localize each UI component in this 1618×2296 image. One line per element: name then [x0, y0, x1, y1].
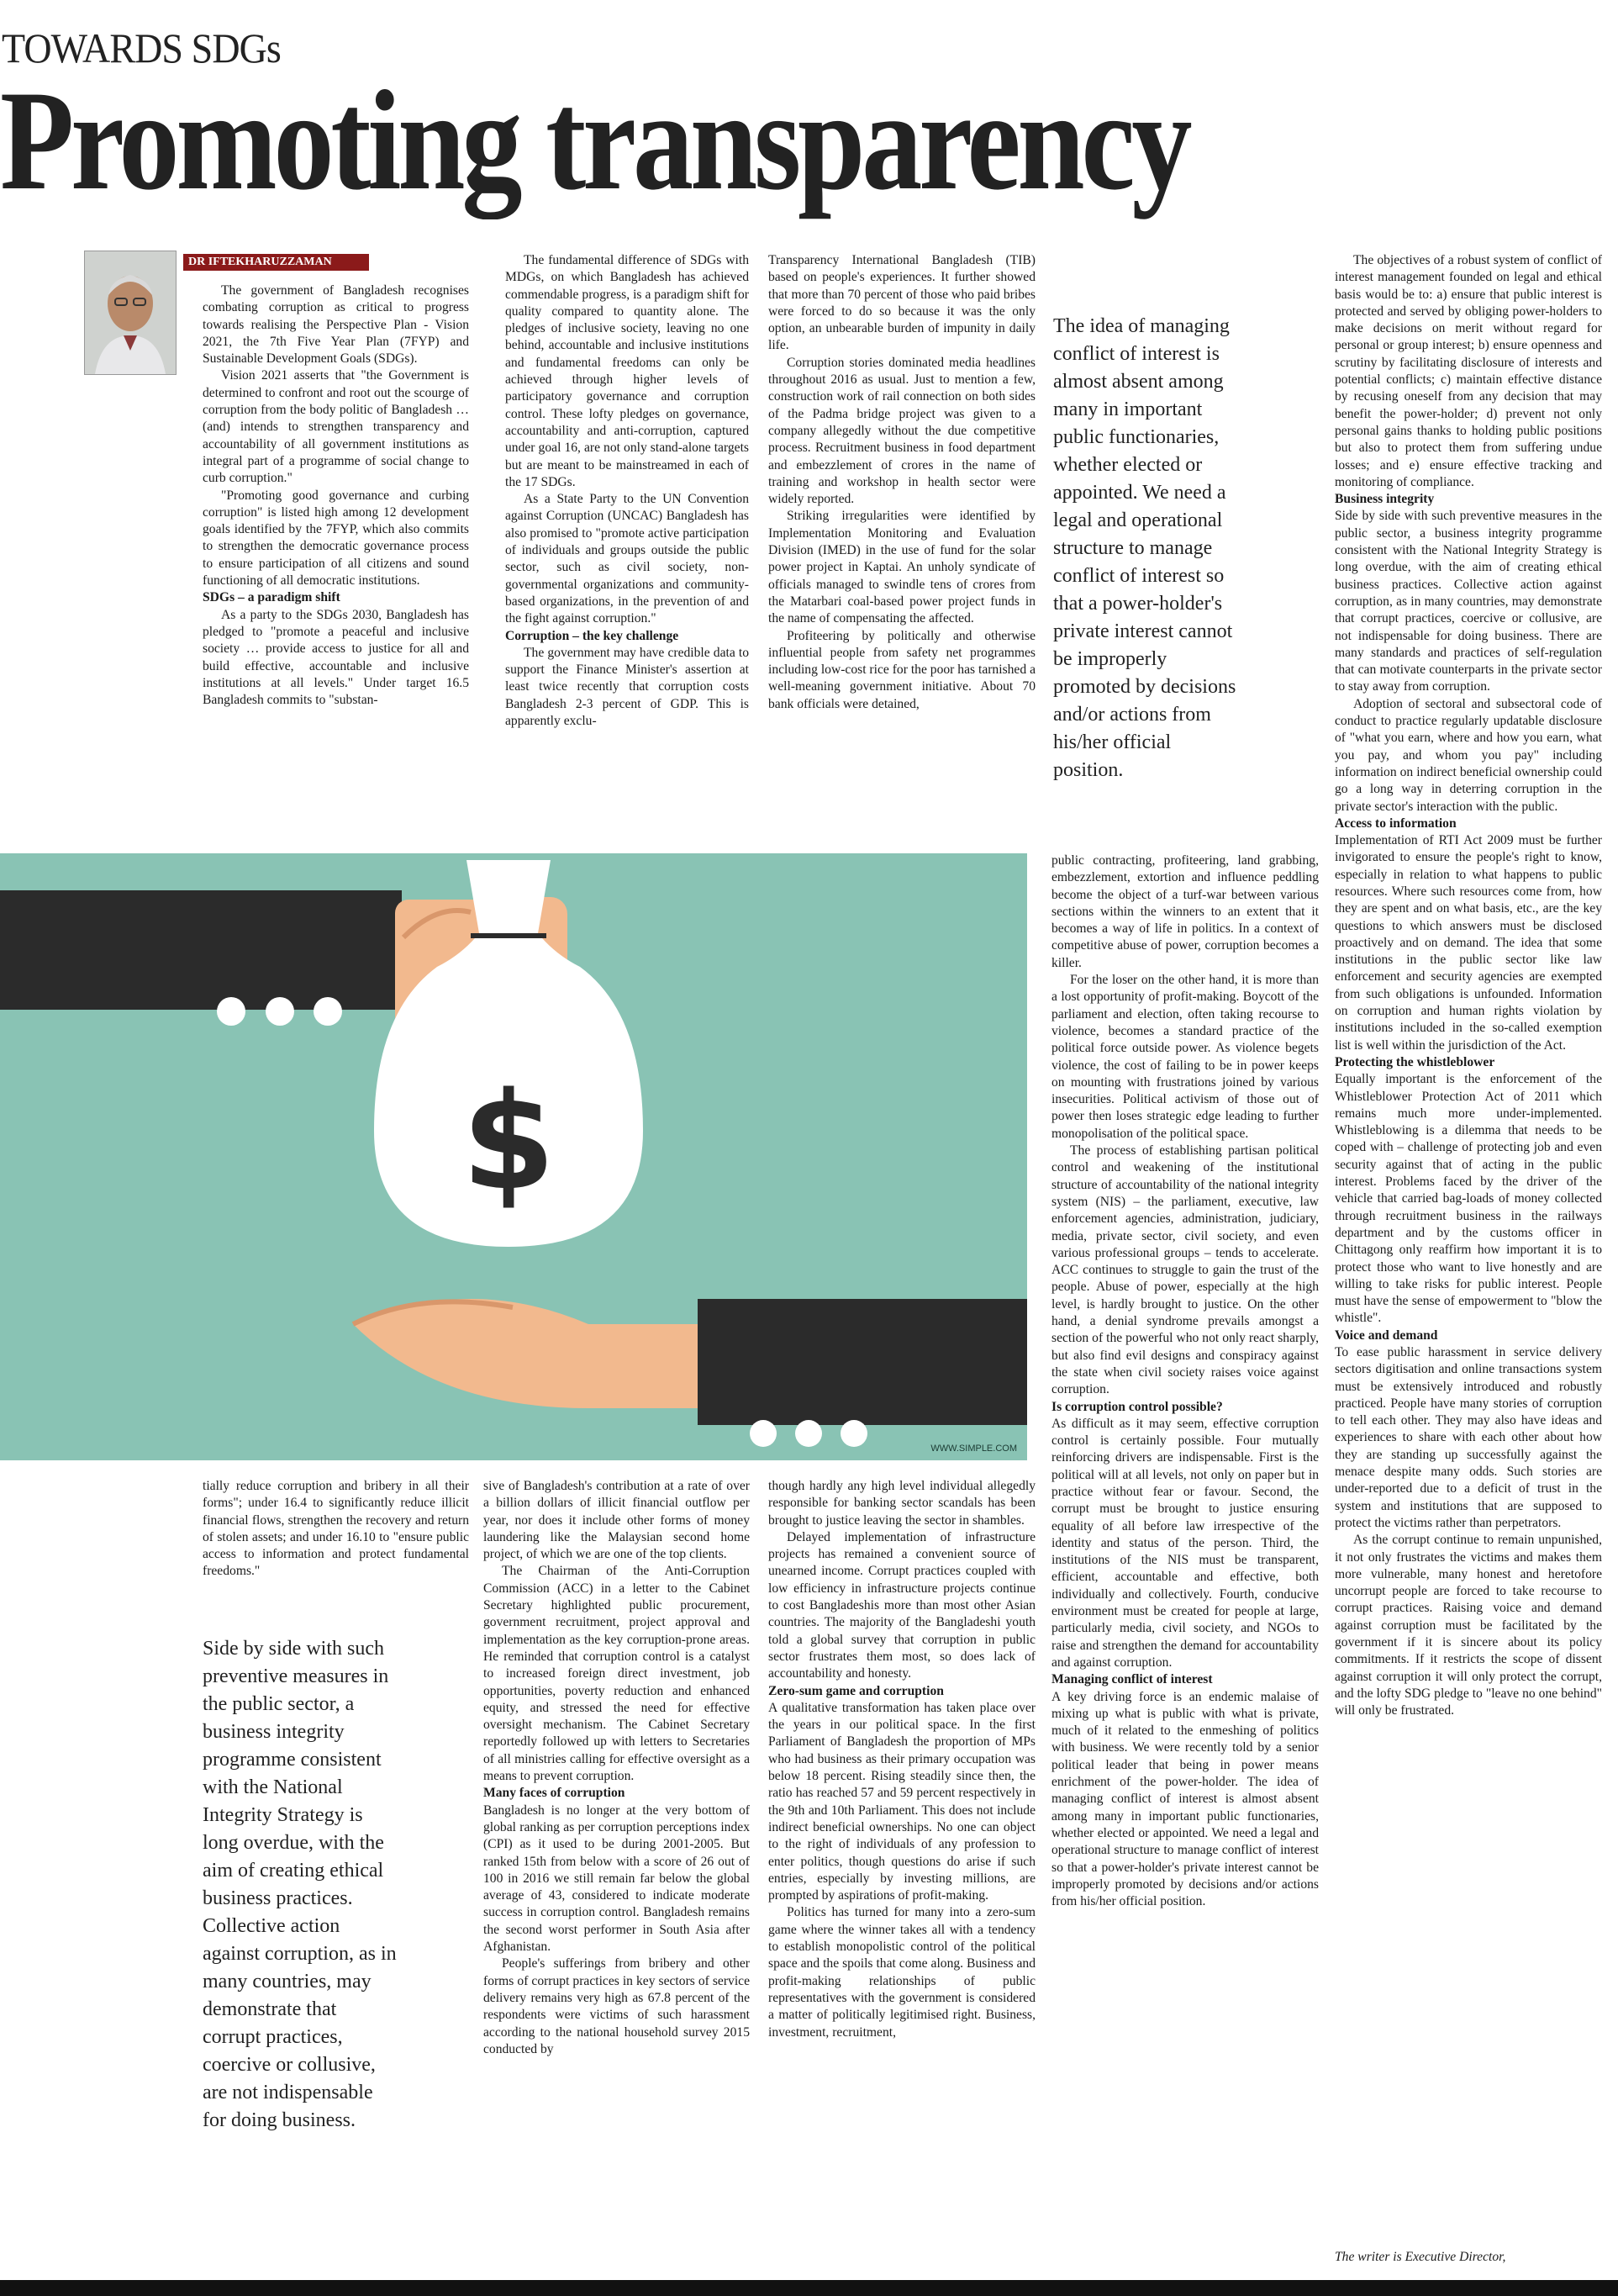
- paragraph: As difficult as it may seem, effective corruption control is certainly possible. Four mutually reinforcing drivers are indispensable. First is the political will at all levels, not only on paper but in practice without fear or favour. Second, the corrupt must be brought to justice ensuring equality of all before law irrespective of the identity and status of the person. Third, the institutions of the NIS must be transparent, efficient, accountable and effective, both individually and collectively. Fourth, conducive environment must be created for people at large, particularly media, civil society, and NGOs to raise and strengthen the demand for accountability and against corruption.: [1051, 1416, 1319, 1670]
- subheading: Is corruption control possible?: [1051, 1399, 1223, 1414]
- paragraph: Bangladesh is no longer at the very bottom of global ranking as per corruption perceptions index (CPI) as it used to be during 2001-2005. But ranked 15th from below with a score of 26 out of 100 in 2016 we still remain far below the global average of 43, considered to indicate moderate success in corruption control. Bangladesh remains the second worst performer in South Asia after Afghanistan.: [483, 1802, 750, 1955]
- column-4: [1051, 852, 1319, 1910]
- paragraph: Corruption stories dominated media headlines throughout 2016 as usual. Just to mention a few, construction work of rail connection on both sides of the Padma bridge project was given to a company allegedly without the due competitive process. Recruitment business in food department and embezzlement of crores in the name of training and workshop in health sector were widely reported.: [768, 355, 1036, 507]
- paragraph: A qualitative transformation has taken place over the years in our political space. In the first Parliament of Bangladesh the proportion of MPs who had business as their primary occupation was below 18 percent. Rising steadily since then, the ratio has reached 57 and 59 percent respectively in the 9th and 10th Parliament. This does not include indirect beneficial ownerships. No one can object to the right of individuals of any profession to enter politics, though questions do arise if such entries, especially by investing millions, are prompted by aspirations of profit-making.: [768, 1700, 1036, 1903]
- writer-note: The writer is Executive Director,: [1335, 2250, 1506, 2264]
- paragraph: "Promoting good governance and curbing corruption" is listed high among 12 development goals identified by the 7FYP, which also commits to strengthen the democratic governance process to ensure participation of all citizens and sound functioning of all democratic institutions.: [203, 488, 469, 589]
- paragraph: The government may have credible data to support the Finance Minister's assertion at least twice recently that corruption costs Bangladesh 2-3 percent of GDP. This is apparently exclu-: [505, 645, 749, 729]
- paragraph: To ease public harassment in service delivery sectors digitisation and online transactions system must be extensively introduced and robustly practiced. People have many stories of corruption to tell each other. They may also have ideas and experiences to share with each other about how they are standing up successfully against the menace despite many odds. Such stories are under-reported due to a deficit of trust in the system and institutions that are supposed to protect the victims rather than perpetrators.: [1335, 1345, 1602, 1530]
- paragraph: public contracting, profiteering, land grabbing, embezzlement, extortion and influence peddling become the object of a turf-war between various sections within the winners to an extent that it becomes a way of life in politics. In a context of competitive abuse of power, corruption becomes a killer.: [1051, 853, 1319, 970]
- column-1-top: [203, 282, 469, 709]
- paragraph: Striking irregularities were identified by Implementation Monitoring and Evaluation Division (IMED) in the use of fund for the solar power project in Kaptai. An unholy syndicate of officials managed to swindle tens of crores from the Matarbari coal-based power project funds in the name of compensating the affected.: [768, 509, 1036, 626]
- subheading: Access to information: [1335, 815, 1457, 831]
- paragraph: A key driving force is an endemic malaise of mixing up what is public with what is private, much of it related to the enmeshing of politics with business. We were recently told by a senior political leader that being in power means enrichment of the power-holder. The idea of managing conflict of interest is almost absent among many in important public functionaries, whether elected or appointed. We need a legal and operational structure to manage conflict of interest so that a power-holder's private interest cannot be improperly promoted by decisions and/or actions from his/her official position.: [1051, 1689, 1319, 1909]
- subheading: Many faces of corruption: [483, 1786, 625, 1801]
- paragraph: tially reduce corruption and bribery in all their forms"; under 16.4 to significantly reduce illicit financial flows, strengthen the recovery and return of stolen assets; and under 16.10 to "ensure public access to information and protect fundamental freedoms.": [203, 1479, 469, 1579]
- image-credit: WWW.SIMPLE.COM: [930, 1444, 1017, 1454]
- paragraph: The fundamental difference of SDGs with MDGs, on which Bangladesh has achieved commendable progress, is a paradigm shift for quality compared to quantity alone. The pledges of inclusive society, leaving no one behind, accountable and inclusive institutions and fundamental freedoms can only be achieved through higher levels of participatory governance and corruption control. These lofty pledges on governance, accountability and anti-corruption, captured under goal 16, are not only stand-alone targets but are meant to be mainstreamed in each of the 17 SDGs.: [505, 253, 749, 489]
- subheading: Protecting the whistleblower: [1335, 1054, 1495, 1069]
- column-3-top: [768, 252, 1036, 713]
- author-photo: [84, 251, 177, 375]
- paragraph: For the loser on the other hand, it is more than a lost opportunity of profit-making. Boycott of the parliament and election, often taking recourse to violence, becomes a standard practice of the political force outside power. As violence begets violence, the cost of failing to be in power keeps on mounting with frustrations joined by various insecurities. Political activism of those out of power then loses strategic edge leading to further monopolisation of the political space.: [1051, 973, 1319, 1141]
- column-2-bottom: [483, 1478, 750, 2058]
- paragraph: People's sufferings from bribery and other forms of corrupt practices in key sectors of service delivery remains very high as 67.8 percent of the respondents were victims of such harassment according to the national household survey 2015 conducted by: [483, 1956, 750, 2056]
- paragraph: Adoption of sectoral and subsectoral code of conduct to practice regularly updatable disclosure of "what you earn, where and how you earn, what you pay, and whom you pay" including information on indirect beneficial ownership could go a long way in deterring corruption in the private sector's interaction with the public.: [1335, 696, 1602, 814]
- column-3-bottom: [768, 1478, 1036, 2041]
- subheading: Zero-sum game and corruption: [768, 1683, 944, 1698]
- headline: Promoting transparency: [0, 61, 1189, 219]
- paragraph: As the corrupt continue to remain unpunished, it not only frustrates the victims and makes them more vulnerable, many honest and heretofore uncorrupt people are forced to take recourse to corrupt practices. Raising voice and demand against corruption must be facilitated by the government if it is sincere about its policy commitments. If it restricts the scope of dissent against corruption it will only protect the corrupt, and the lofty SDG pledge to "leave no one behind" will only be frustrated.: [1335, 1533, 1602, 1718]
- subheading: Business integrity: [1335, 492, 1435, 507]
- paragraph: Side by side with such preventive measures in the public sector, a business integrity programme consistent with the National Integrity Strategy is long overdue, with the aim of creating ethical business practices. Collective action against corruption, as in many countries, may demonstrate that corrupt practices, coercive or collusive, are not indispensable for doing business. There are many standards and practices of self-regulation that can motivate counterparts in the private sector to stay away from corruption.: [1335, 509, 1602, 694]
- paragraph: Profiteering by politically and otherwise influential people from safety net programmes including low-cost rice for the poor has tarnished a well-meaning government initiative. About 70 bank officials were detained,: [768, 628, 1036, 711]
- pull-quote-bottom: Side by side with such preventive measures in the public sector, a business integrity programme consistent with the National Integrity Strategy is long overdue, with the aim of creating ethical business practices. Collective action against corruption, as in many countries, may demonstrate that corrupt practices, coercive or collusive, are not indispensable for doing business.: [203, 1638, 397, 2131]
- dollar-sign: $: [461, 1063, 556, 1220]
- paragraph: though hardly any high level individual allegedly responsible for banking sector scandals has been brought to justice leaving the sector in shambles.: [768, 1479, 1036, 1528]
- column-5: [1335, 252, 1602, 1720]
- paragraph: Politics has turned for many into a zero-sum game where the winner takes all with a tendency to establish monopolistic control of the political space and the spoils that come along. Business and profit-making relationships of public representatives with the government is considered a matter of politically legitimised right. Business, investment, recruitment,: [768, 1905, 1036, 2040]
- page-footer-bar: [0, 2280, 1618, 2296]
- paragraph: The government of Bangladesh recognises combating corruption as critical to progress towards realising the Perspective Plan - Vision 2021, the 7th Five Year Plan (7FYP) and Sustainable Development Goals (SDGs).: [203, 283, 469, 367]
- paragraph: As a party to the SDGs 2030, Bangladesh has pledged to "promote a peaceful and inclusive society … provide access to justice for all and build effective, accountable and inclusive institutions at all levels." Under target 16.5 Bangladesh commits to "substan-: [203, 607, 469, 708]
- section-kicker: TOWARDS SDGs: [2, 24, 281, 71]
- subheading: Corruption – the key challenge: [505, 628, 679, 643]
- subheading: Managing conflict of interest: [1051, 1672, 1213, 1687]
- subheading: Voice and demand: [1335, 1327, 1438, 1343]
- paragraph: Vision 2021 asserts that "the Government is determined to confront and root out the scourge of corruption from the body politic of Bangladesh … (and) intends to strengthen transparency and accountability of all government institutions as integral part of a programme of social change to curb corruption.": [203, 368, 469, 486]
- paragraph: Implementation of RTI Act 2009 must be further invigorated to ensure the people's right to know, especially in relation to what happens to public resources. Where such resources come from, how they are spent and on what basis, etc., are the key questions to which answers must be disclosed proactively and on demand. The idea that some institutions in the public sector like law enforcement and security agencies are exempted from such obligations is unfounded. Information on corruption and human rights violation by institutions included in the so-called exemption list is well within the jurisdiction of the Act.: [1335, 833, 1602, 1053]
- illustration: [0, 853, 1027, 1460]
- paragraph: The Chairman of the Anti-Corruption Commission (ACC) in a letter to the Cabinet Secretary highlighted public procurement, government recruitment, project approval and implementation as the key corruption-prone areas. He reminded that corruption control is a catalyst to increased foreign direct investment, job opportunities, poverty reduction and enhanced equity, and stressed the need for effective oversight mechanism. The Cabinet Secretary reportedly followed up with letters to Secretaries of all ministries calling for effective oversight as a means to prevent corruption.: [483, 1564, 750, 1784]
- subheading: SDGs – a paradigm shift: [203, 590, 340, 605]
- column-2-top: [505, 252, 749, 730]
- paragraph: Delayed implementation of infrastructure projects has remained a convenient source of unearned income. Corrupt practices coupled with low efficiency in infrastructure projects continue to cost Bangladeshis more than most other Asian countries. The majority of the Bangladeshi youth told a global survey that corruption in public sector frustrates them most, so does lack of accountability and honesty.: [768, 1529, 1036, 1681]
- paragraph: sive of Bangladesh's contribution at a rate of over a billion dollars of illicit financial outflow per year, nor does it include other forms of money laundering like the Malaysian second home project, of which we are one of the top clients.: [483, 1479, 750, 1562]
- paragraph: Equally important is the enforcement of the Whistleblower Protection Act of 2011 which remains much more under-implemented. Whistleblowing is a dilemma that needs to be coped with – challenge of protecting job and even security against that of acting in the public interest. Problems faced by the driver of the vehicle that carried bag-loads of money collected through recruitment business in the railways department and by the customs officer in Chittagong only reaffirm how important it is to protect those who want to live honestly and are willing to take risks for public interest. People must have the sense of empowerment to "blow the whistle".: [1335, 1072, 1602, 1326]
- cuff-button-dot: [217, 997, 245, 1026]
- paragraph: The objectives of a robust system of conflict of interest management founded on legal and ethical basis would be to: a) ensure that public interest is protected and served by obliging power-holders to make decisions on merit without regard for personal or group interest; b) ensure openness and scrutiny by facilitating disclosure of interests and potential conflicts; c) maintain effective distance by recusing oneself from any decision that may benefit the power-holder; d) prevent not only personal gains thanks to holding public positions but also to protect them from suffering undue losses; and e) ensure effective tracking and monitoring of compliance.: [1335, 253, 1602, 489]
- pull-quote-top: The idea of managing conflict of interest is almost absent among many in important public functionaries, whether elected or appointed. We need a legal and operational structure to manage conflict of interest so that a power-holder's private interest cannot be improperly promoted by decisions and/or actions from his/her official position.: [1053, 315, 1236, 781]
- paragraph: Transparency International Bangladesh (TIB) based on people's experiences. It further showed that more than 70 percent of those who paid bribes were forced to do so because it was the only option, an unbearable burden of impunity in daily life.: [768, 253, 1036, 353]
- byline: DR IFTEKHARUZZAMAN: [183, 254, 369, 271]
- paragraph: As a State Party to the UN Convention against Corruption (UNCAC) Bangladesh has also promised to "promote active participation of individuals and groups outside the public sector, such as civil society, non-governmental organizations and community-based organizations, in the prevention of and the fight against corruption.": [505, 492, 749, 626]
- column-1-bottom: [203, 1478, 469, 1581]
- paragraph: The process of establishing partisan political control and weakening of the institutional structure of accountability of the national integrity system (NIS) – the parliament, executive, law enforcement agencies, administration, judiciary, media, private sector, civil society, and even various professional groups – tends to accelerate. ACC continues to struggle to gain the trust of the people. Abuse of power, especially at the high level, is hardly brought to justice. On the other hand, a denial syndrome prevails amongst a section of the powerful who not only react sharply, but also find evil designs and conspiracy against the state when civil society raises voice against corruption.: [1051, 1143, 1319, 1397]
